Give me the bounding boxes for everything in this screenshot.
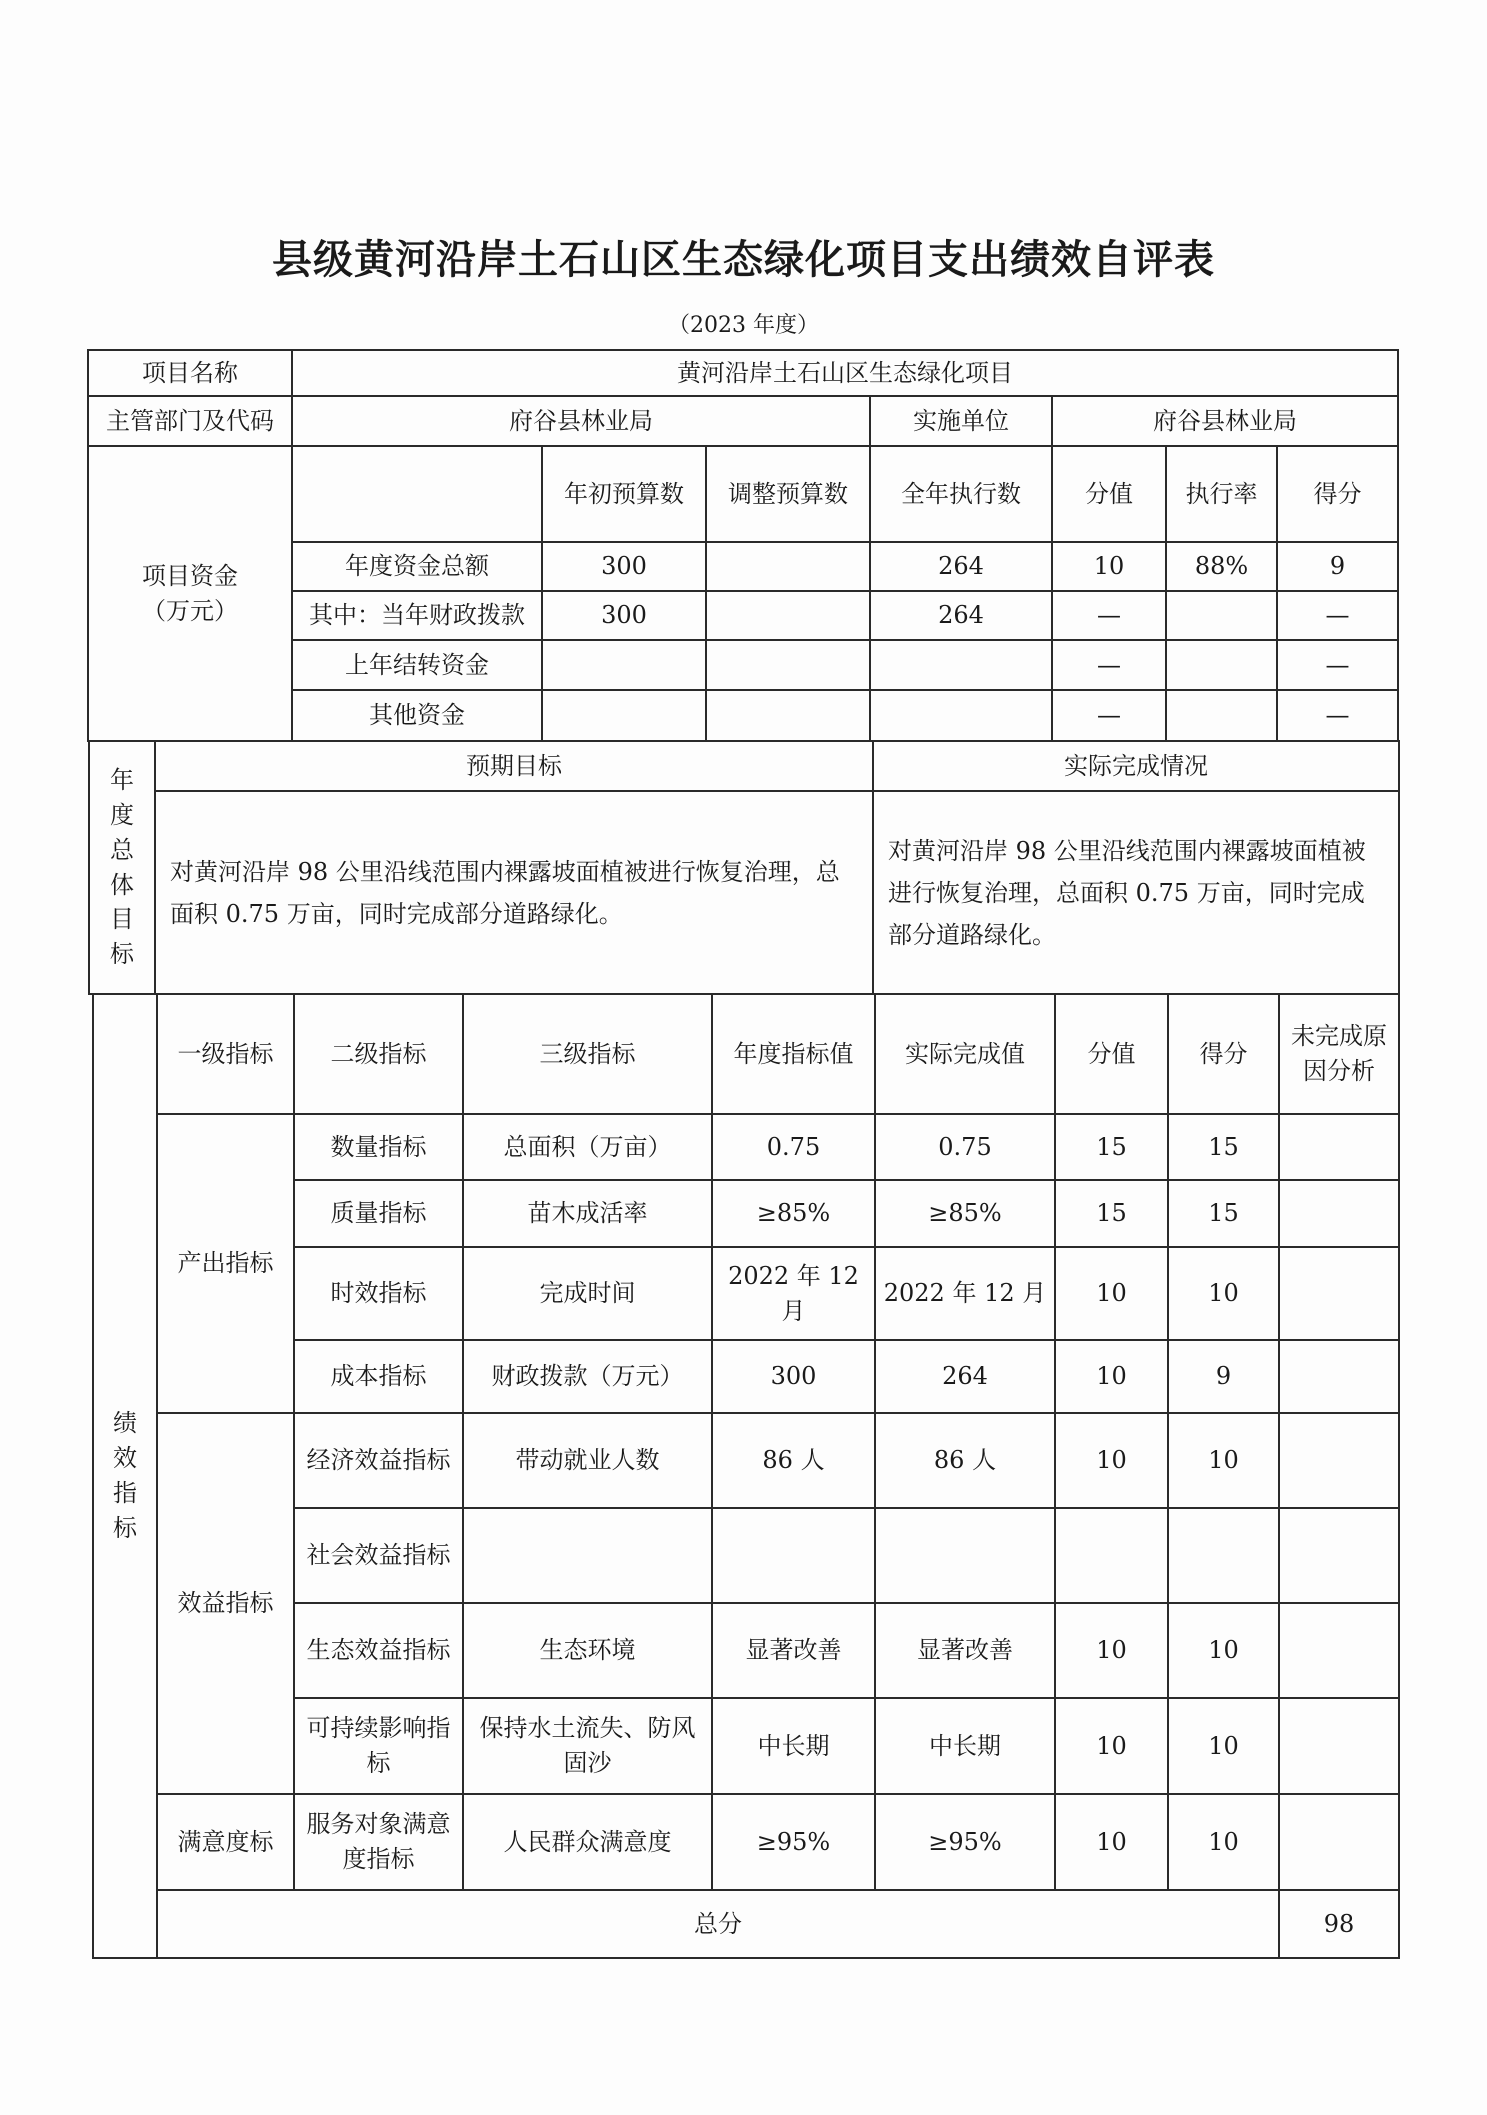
reason-cell bbox=[1279, 1180, 1399, 1247]
page-title: 县级黄河沿岸土石山区生态绿化项目支出绩效自评表 bbox=[272, 237, 1215, 283]
header-target: 年度指标值 bbox=[712, 994, 875, 1114]
funds-adjusted bbox=[706, 640, 870, 690]
actual-cell: 86 人 bbox=[875, 1413, 1055, 1508]
target-cell: 300 bbox=[712, 1340, 875, 1413]
funds-score: — bbox=[1277, 690, 1398, 741]
weight-cell: 10 bbox=[1055, 1413, 1168, 1508]
dept-label: 主管部门及代码 bbox=[88, 396, 292, 446]
funds-adjusted bbox=[706, 690, 870, 741]
level3-cell: 总面积（万亩） bbox=[463, 1114, 712, 1180]
reason-cell bbox=[1279, 1698, 1399, 1794]
funds-row-label: 其他资金 bbox=[292, 690, 542, 741]
level3-cell: 苗木成活率 bbox=[463, 1180, 712, 1247]
level2-cell: 社会效益指标 bbox=[294, 1508, 463, 1603]
actual-goal-text: 对黄河沿岸 98 公里沿线范围内裸露坡面植被进行恢复治理，总面积 0.75 万亩，同时完成部分道路绿化。 bbox=[873, 791, 1399, 994]
expected-goal-text: 对黄河沿岸 98 公里沿线范围内裸露坡面植被进行恢复治理，总面积 0.75 万亩，同时完成部分道路绿化。 bbox=[155, 791, 873, 994]
table-row bbox=[93, 1114, 1399, 1180]
goals-label-char: 体 bbox=[110, 870, 134, 899]
score-cell: 15 bbox=[1168, 1114, 1279, 1180]
level2-cell: 可持续影响指标 bbox=[294, 1698, 463, 1794]
level2-cell: 数量指标 bbox=[294, 1114, 463, 1180]
actual-cell: 2022 年 12 月 bbox=[875, 1247, 1055, 1340]
actual-cell: 0.75 bbox=[875, 1114, 1055, 1180]
goals-label-char: 总 bbox=[110, 835, 134, 864]
funds-label-line1: 项目资金 bbox=[142, 561, 238, 590]
target-cell: 0.75 bbox=[712, 1114, 875, 1180]
funds-header-rate: 执行率 bbox=[1166, 446, 1277, 542]
score-cell: 10 bbox=[1168, 1698, 1279, 1794]
weight-cell: 10 bbox=[1055, 1340, 1168, 1413]
performance-indicators-table bbox=[92, 993, 1400, 1959]
impl-label: 实施单位 bbox=[870, 396, 1052, 446]
goals-label-char: 年 bbox=[110, 766, 134, 795]
reason-cell bbox=[1279, 1340, 1399, 1413]
level2-cell: 成本指标 bbox=[294, 1340, 463, 1413]
funds-score: — bbox=[1277, 591, 1398, 640]
funds-executed: 264 bbox=[870, 542, 1052, 591]
reason-cell bbox=[1279, 1603, 1399, 1698]
funds-initial bbox=[542, 690, 706, 741]
funds-weight: — bbox=[1052, 690, 1166, 741]
reason-cell bbox=[1279, 1413, 1399, 1508]
funds-executed bbox=[870, 640, 1052, 690]
dept-value: 府谷县林业局 bbox=[292, 396, 870, 446]
reason-cell bbox=[1279, 1247, 1399, 1340]
score-cell: 10 bbox=[1168, 1794, 1279, 1890]
weight-cell: 10 bbox=[1055, 1247, 1168, 1340]
actual-goal-header: 实际完成情况 bbox=[873, 741, 1399, 791]
reason-cell bbox=[1279, 1794, 1399, 1890]
level2-cell: 时效指标 bbox=[294, 1247, 463, 1340]
annual-goals-table bbox=[88, 740, 1400, 995]
funds-label-line2: （万元） bbox=[142, 596, 238, 625]
funds-executed: 264 bbox=[870, 591, 1052, 640]
goals-label bbox=[89, 741, 155, 994]
reason-cell bbox=[1279, 1114, 1399, 1180]
funds-weight: 10 bbox=[1052, 542, 1166, 591]
header-score: 得分 bbox=[1168, 994, 1279, 1114]
weight-cell: 10 bbox=[1055, 1698, 1168, 1794]
level2-cell: 服务对象满意度指标 bbox=[294, 1794, 463, 1890]
actual-cell: 中长期 bbox=[875, 1698, 1055, 1794]
funds-initial: 300 bbox=[542, 591, 706, 640]
project-name-value: 黄河沿岸土石山区生态绿化项目 bbox=[292, 350, 1398, 396]
level3-cell: 人民群众满意度 bbox=[463, 1794, 712, 1890]
weight-cell: 15 bbox=[1055, 1180, 1168, 1247]
actual-cell bbox=[875, 1508, 1055, 1603]
funds-label bbox=[88, 446, 292, 741]
output-indicator-label: 产出指标 bbox=[157, 1114, 294, 1413]
level3-cell: 保持水土流失、防风固沙 bbox=[463, 1698, 712, 1794]
goals-label-char: 标 bbox=[110, 940, 134, 969]
header-level1: 一级指标 bbox=[157, 994, 294, 1114]
expected-goal-header: 预期目标 bbox=[155, 741, 873, 791]
indicators-label-char: 指 bbox=[113, 1479, 137, 1507]
level3-cell bbox=[463, 1508, 712, 1603]
funds-row-label: 上年结转资金 bbox=[292, 640, 542, 690]
funds-score: 9 bbox=[1277, 542, 1398, 591]
funds-adjusted bbox=[706, 542, 870, 591]
funds-weight: — bbox=[1052, 591, 1166, 640]
funds-header-adjusted: 调整预算数 bbox=[706, 446, 870, 542]
funds-header-initial: 年初预算数 bbox=[542, 446, 706, 542]
weight-cell: 10 bbox=[1055, 1603, 1168, 1698]
funds-header-weight: 分值 bbox=[1052, 446, 1166, 542]
weight-cell: 10 bbox=[1055, 1794, 1168, 1890]
target-cell: ≥95% bbox=[712, 1794, 875, 1890]
funds-initial: 300 bbox=[542, 542, 706, 591]
level3-cell: 带动就业人数 bbox=[463, 1413, 712, 1508]
table-row bbox=[93, 1413, 1399, 1508]
score-cell: 15 bbox=[1168, 1180, 1279, 1247]
total-row bbox=[93, 1890, 1399, 1958]
indicators-label-char: 绩 bbox=[113, 1409, 137, 1438]
target-cell: ≥85% bbox=[712, 1180, 875, 1247]
target-cell: 显著改善 bbox=[712, 1603, 875, 1698]
level2-cell: 生态效益指标 bbox=[294, 1603, 463, 1698]
funds-header-blank bbox=[292, 446, 542, 542]
actual-cell: ≥95% bbox=[875, 1794, 1055, 1890]
actual-cell: 显著改善 bbox=[875, 1603, 1055, 1698]
weight-cell bbox=[1055, 1508, 1168, 1603]
weight-cell: 15 bbox=[1055, 1114, 1168, 1180]
header-weight: 分值 bbox=[1055, 994, 1168, 1114]
score-cell: 10 bbox=[1168, 1247, 1279, 1340]
target-cell: 中长期 bbox=[712, 1698, 875, 1794]
total-score: 98 bbox=[1279, 1890, 1399, 1958]
funds-rate bbox=[1166, 591, 1277, 640]
table-row bbox=[93, 1794, 1399, 1890]
level2-cell: 质量指标 bbox=[294, 1180, 463, 1247]
level3-cell: 完成时间 bbox=[463, 1247, 712, 1340]
header-level3: 三级指标 bbox=[463, 994, 712, 1114]
goals-label-char: 度 bbox=[110, 800, 134, 829]
page-subtitle: （2023 年度） bbox=[668, 313, 819, 338]
funds-row-label: 其中：当年财政拨款 bbox=[292, 591, 542, 640]
indicators-label-char: 标 bbox=[113, 1513, 137, 1542]
funds-adjusted bbox=[706, 591, 870, 640]
level3-cell: 财政拨款（万元） bbox=[463, 1340, 712, 1413]
funds-rate bbox=[1166, 690, 1277, 741]
score-cell: 10 bbox=[1168, 1603, 1279, 1698]
satisfaction-indicator-label: 满意度标 bbox=[157, 1794, 294, 1890]
project-funds-table bbox=[87, 349, 1399, 742]
goals-label-char: 目 bbox=[110, 905, 134, 934]
indicators-label-char: 效 bbox=[113, 1444, 137, 1473]
funds-initial bbox=[542, 640, 706, 690]
target-cell bbox=[712, 1508, 875, 1603]
header-actual: 实际完成值 bbox=[875, 994, 1055, 1114]
indicators-label bbox=[93, 994, 157, 1958]
funds-rate: 88% bbox=[1166, 542, 1277, 591]
actual-cell: ≥85% bbox=[875, 1180, 1055, 1247]
header-level2: 二级指标 bbox=[294, 994, 463, 1114]
total-label: 总分 bbox=[157, 1890, 1279, 1958]
target-cell: 86 人 bbox=[712, 1413, 875, 1508]
funds-weight: — bbox=[1052, 640, 1166, 690]
level2-cell: 经济效益指标 bbox=[294, 1413, 463, 1508]
impl-value: 府谷县林业局 bbox=[1052, 396, 1398, 446]
benefit-indicator-label: 效益指标 bbox=[157, 1413, 294, 1794]
level3-cell: 生态环境 bbox=[463, 1603, 712, 1698]
project-name-label: 项目名称 bbox=[88, 350, 292, 396]
funds-executed bbox=[870, 690, 1052, 741]
funds-rate bbox=[1166, 640, 1277, 690]
funds-header-score: 得分 bbox=[1277, 446, 1398, 542]
funds-header-executed: 全年执行数 bbox=[870, 446, 1052, 542]
score-cell bbox=[1168, 1508, 1279, 1603]
score-cell: 9 bbox=[1168, 1340, 1279, 1413]
score-cell: 10 bbox=[1168, 1413, 1279, 1508]
target-cell: 2022 年 12 月 bbox=[712, 1247, 875, 1340]
reason-cell bbox=[1279, 1508, 1399, 1603]
header-reason: 未完成原因分析 bbox=[1279, 994, 1399, 1114]
funds-score: — bbox=[1277, 640, 1398, 690]
funds-row-label: 年度资金总额 bbox=[292, 542, 542, 591]
actual-cell: 264 bbox=[875, 1340, 1055, 1413]
